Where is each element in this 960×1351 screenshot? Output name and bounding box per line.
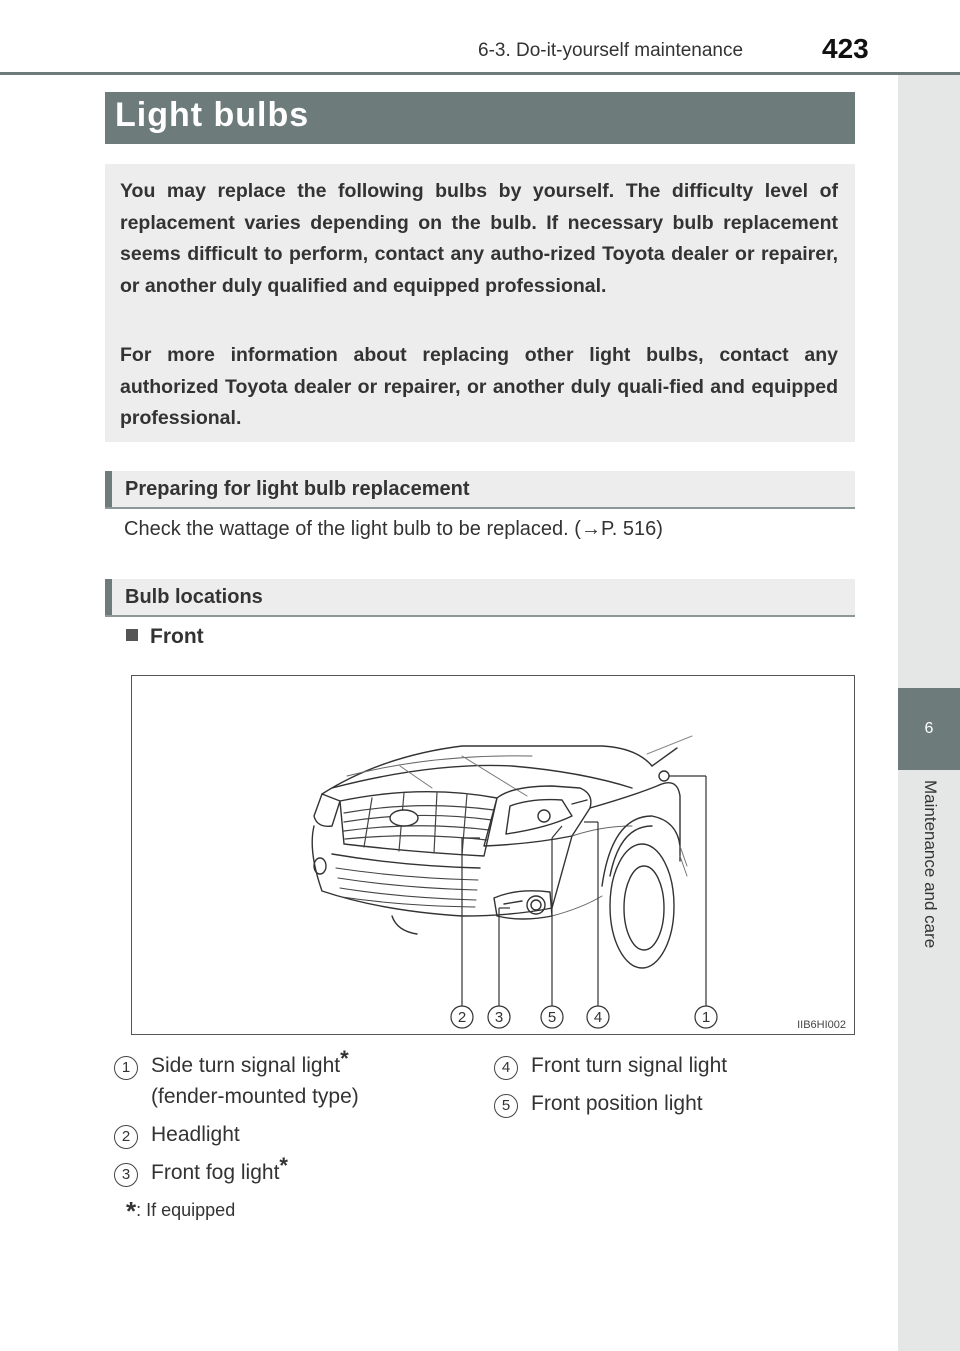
preparing-text: Check the wattage of the light bulb to be replaced. (→P. 516)	[124, 518, 663, 540]
page-title: Light bulbs	[115, 96, 310, 134]
chapter-tab[interactable]	[898, 688, 960, 770]
header-rule	[0, 72, 960, 75]
legend-number-1: 1	[114, 1056, 138, 1080]
bulb-location-figure	[131, 675, 855, 1035]
chapter-title-vertical	[898, 780, 960, 1000]
page-number: 423	[822, 33, 869, 64]
running-header-section: 6-3. Do-it-yourself maintenance	[478, 40, 744, 61]
footnote-asterisk: *	[126, 1196, 137, 1226]
legend-item-5	[531, 1088, 703, 1119]
callout-number: 1	[701, 1009, 711, 1026]
legend-label-3: Front fog light	[151, 1161, 280, 1184]
front-label: Front	[150, 625, 204, 648]
legend-label-2: Headlight	[151, 1123, 240, 1146]
legend-label-4: Front turn signal light	[531, 1054, 728, 1077]
callout-number: 3	[494, 1009, 504, 1026]
legend-number-3: 3	[114, 1163, 138, 1187]
section-marker	[105, 471, 112, 507]
figure-code: IIB6HI002	[797, 1019, 846, 1031]
section-marker	[105, 579, 112, 615]
legend-number-2: 2	[114, 1125, 138, 1149]
section-header-locations	[105, 579, 855, 617]
asterisk-mark: *	[340, 1046, 349, 1071]
callout-number: 2	[457, 1009, 467, 1026]
legend-item-4	[531, 1050, 727, 1081]
section-title-locations: Bulb locations	[125, 586, 263, 608]
intro-paragraph-2: For more information about replacing other light bulbs, contact any authorized Toyota dealer or repairer, or another duly quali-fied and equipped professional.	[120, 344, 838, 429]
legend-number-4: 4	[494, 1056, 518, 1080]
footnote-text: : If equipped	[136, 1200, 236, 1220]
section-title-preparing: Preparing for light bulb replacement	[125, 478, 470, 500]
legend-item-3	[151, 1153, 288, 1188]
vehicle-front-illustration	[132, 676, 854, 1034]
chapter-title: Maintenance and care	[921, 780, 940, 949]
callout-number: 4	[593, 1009, 603, 1026]
intro-paragraph-1: You may replace the following bulbs by yourself. The difficulty level of replacement varies depending on the bulb. If necessary bulb replacement seems difficult to perform, contact any autho-rized Toyota dealer or repairer, or another duly qualified and equipped professional.	[120, 180, 838, 297]
asterisk-mark: *	[279, 1153, 288, 1178]
legend-label-1-detail: (fender-mounted type)	[151, 1085, 359, 1108]
legend-label-1: Side turn signal light	[151, 1054, 341, 1077]
footnote	[126, 1196, 235, 1227]
legend-item-2	[151, 1119, 240, 1150]
chapter-number: 6	[924, 720, 934, 737]
front-subheading	[126, 625, 204, 649]
callout-number: 5	[547, 1009, 557, 1026]
legend-number-5: 5	[494, 1094, 518, 1118]
section-header-preparing	[105, 471, 855, 509]
legend-item-1	[151, 1046, 359, 1112]
square-bullet-icon	[126, 629, 138, 641]
legend-label-5: Front position light	[531, 1092, 703, 1115]
